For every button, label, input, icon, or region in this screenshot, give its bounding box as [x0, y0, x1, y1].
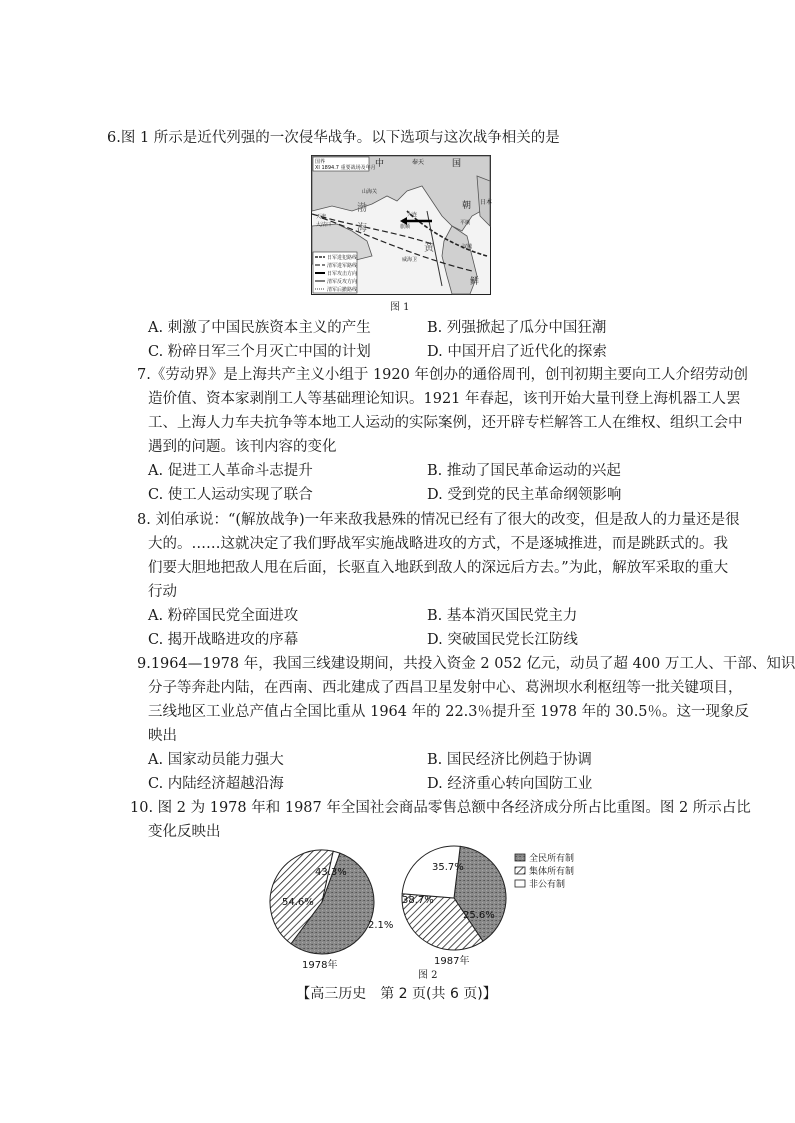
map-label-dagukou: 大沽口 — [316, 222, 332, 228]
map-legend-item-2: 日军攻击方向 — [327, 271, 358, 277]
map-label-japan: 日本 — [480, 199, 493, 206]
map-drawing — [312, 156, 493, 294]
map-label-chao: 朝 — [462, 201, 472, 211]
map-legend-item-1: 清军进军路线 — [327, 263, 358, 269]
q9-option-b[interactable]: B. 国民经济比例趋于协调 — [427, 752, 592, 768]
pie-label-private: 25.6% — [463, 910, 495, 921]
q9-line-3: 映出 — [148, 728, 177, 744]
q6-option-d[interactable]: D. 中国开启了近代化的探索 — [427, 344, 607, 360]
page-footer: 【高三历史 第 2 页(共 6 页)】 — [296, 986, 497, 1002]
q9-option-c[interactable]: C. 内陆经济超越沿海 — [148, 776, 284, 792]
map-label-weihaiwei: 威海卫 — [402, 257, 418, 263]
map-label-pyongyang: 平壤 — [460, 220, 471, 226]
figure-2-caption: 图 2 — [418, 970, 438, 981]
map-label-fengtian: 奉天 — [412, 159, 425, 166]
q9-option-d[interactable]: D. 经济重心转向国防工业 — [427, 776, 593, 792]
map-label-shanhaiguan: 山海关 — [362, 189, 378, 195]
q8-option-d[interactable]: D. 突破国民党长江防线 — [427, 632, 578, 648]
q8-line-0: 8. 刘伯承说：“(解放战争)一年来敌我悬殊的情况已经有了很大的改变，但是敌人的力量还是很 — [137, 512, 740, 528]
legend-label-state: 全民所有制 — [529, 854, 575, 864]
pie-label-private: 2.1% — [368, 920, 394, 931]
legend-swatch-collective — [515, 867, 525, 874]
q6-stem: 6.图 1 所示是近代列强的一次侵华战争。以下选项与这次战争相关的是 — [107, 130, 560, 146]
q8-line-2: 们要大胆地把敌人甩在后面，长驱直入地跃到敌人的深远后方去。”为此，解放军采取的重大 — [148, 560, 729, 576]
map-label-zhong: 中 — [375, 159, 385, 169]
q9-line-2: 三线地区工业总产值占全国比重从 1964 年的 22.3％提升至 1978 年的 30.5％。这一现象反 — [148, 704, 750, 720]
pie-chart-1987 — [402, 846, 506, 967]
q7-line-1: 造价值、资本家剥削工人等基础理论知识。1921 年春起，该刊开始大量刊登上海机器工人罢 — [148, 391, 741, 407]
q9-line-1: 分子等奔赴内陆，在西南、西北建成了西昌卫星发射中心、葛洲坝水利枢纽等一批关键项目， — [148, 680, 743, 696]
q7-option-c[interactable]: C. 使工人运动实现了联合 — [148, 487, 313, 503]
q7-option-b[interactable]: B. 推动了国民革命运动的兴起 — [427, 463, 621, 479]
map-label-xian: 鲜 — [470, 277, 480, 287]
map-label-hai: 海 — [357, 223, 367, 234]
q10-line-0: 10. 图 2 为 1978 年和 1987 年全国社会商品零售总额中各经济成分所占比重图。图 2 所示占比 — [130, 800, 751, 816]
map-label-dalian: 大连 — [407, 212, 418, 218]
q8-option-c[interactable]: C. 揭开战略进攻的序幕 — [148, 632, 299, 648]
q9-line-0: 9.1964—1978 年，我国三线建设期间，共投入资金 2 052 亿元，动员了超 400 万工人、干部、知识 — [137, 656, 795, 672]
q8-option-b[interactable]: B. 基本消灭国民党主力 — [427, 608, 578, 624]
figure-2-legend — [515, 852, 574, 890]
figure-2-pie-charts — [260, 840, 640, 980]
legend-label-collective: 集体所有制 — [529, 867, 575, 877]
q9-option-a[interactable]: A. 国家动员能力强大 — [148, 752, 284, 768]
q10-line-1: 变化反映出 — [148, 824, 221, 840]
q7-line-3: 遇到的问题。该刊内容的变化 — [148, 439, 337, 455]
pie-label-state: 54.6% — [282, 897, 314, 908]
q6-option-c[interactable]: C. 粉碎日军三个月灭亡中国的计划 — [148, 344, 371, 360]
q8-line-3: 行动 — [148, 584, 177, 600]
q7-line-0: 7.《劳动界》是上海共产主义小组于 1920 年创办的通俗周刊，创刊初期主要向工人介绍劳动创 — [137, 367, 748, 383]
pie-label-collective: 35.7% — [432, 862, 464, 873]
map-label-bo: 渤 — [357, 203, 367, 214]
map-label-lushun: 旅顺 — [400, 224, 411, 230]
figure-1-map — [311, 155, 491, 295]
q8-line-1: 大的。……这就决定了我们野战军实施战略进攻的方式，不是逐城推进，而是跳跃式的。我 — [148, 536, 728, 552]
map-label-tianjin: 天津 — [316, 214, 327, 220]
q7-option-d[interactable]: D. 受到党的民主革命纲领影响 — [427, 487, 622, 503]
pie-label-collective: 43.3% — [315, 867, 347, 878]
figure-1-caption: 图 1 — [390, 302, 410, 313]
pie-chart-1978 — [270, 850, 393, 971]
legend-swatch-private — [515, 880, 525, 887]
map-label-huang: 黄 — [424, 243, 434, 254]
map-legend-item-0: 日军进犯路线 — [327, 255, 358, 261]
pie-year-title: 1978年 — [302, 960, 338, 971]
q8-option-a[interactable]: A. 粉碎国民党全面进攻 — [148, 608, 299, 624]
legend-swatch-state — [515, 854, 525, 861]
q6-option-b[interactable]: B. 列强掀起了瓜分中国狂潮 — [427, 320, 607, 336]
map-label-guo: 国 — [452, 159, 462, 169]
legend-label-private: 非公有制 — [529, 880, 566, 890]
q7-option-a[interactable]: A. 促进工人革命斗志提升 — [148, 463, 313, 479]
pie-label-state: 38.7% — [402, 895, 434, 906]
pie-year-title: 1987年 — [434, 956, 470, 967]
map-legend-item-3: 清军反攻方向 — [327, 279, 358, 285]
map-legend-top-0: 国界 — [315, 159, 326, 165]
map-legend-item-4: 清军后撤路线 — [327, 287, 358, 293]
q7-line-2: 工、上海人力车夫抗争等本地工人运动的实际案例，还开辟专栏解答工人在维权、组织工会中 — [148, 415, 743, 431]
map-label-hancheng: 汉城 — [462, 244, 473, 250]
map-legend-top-1: XI 1894.7 重要战场及年月 — [315, 165, 376, 171]
q6-option-a[interactable]: A. 刺激了中国民族资本主义的产生 — [148, 320, 371, 336]
